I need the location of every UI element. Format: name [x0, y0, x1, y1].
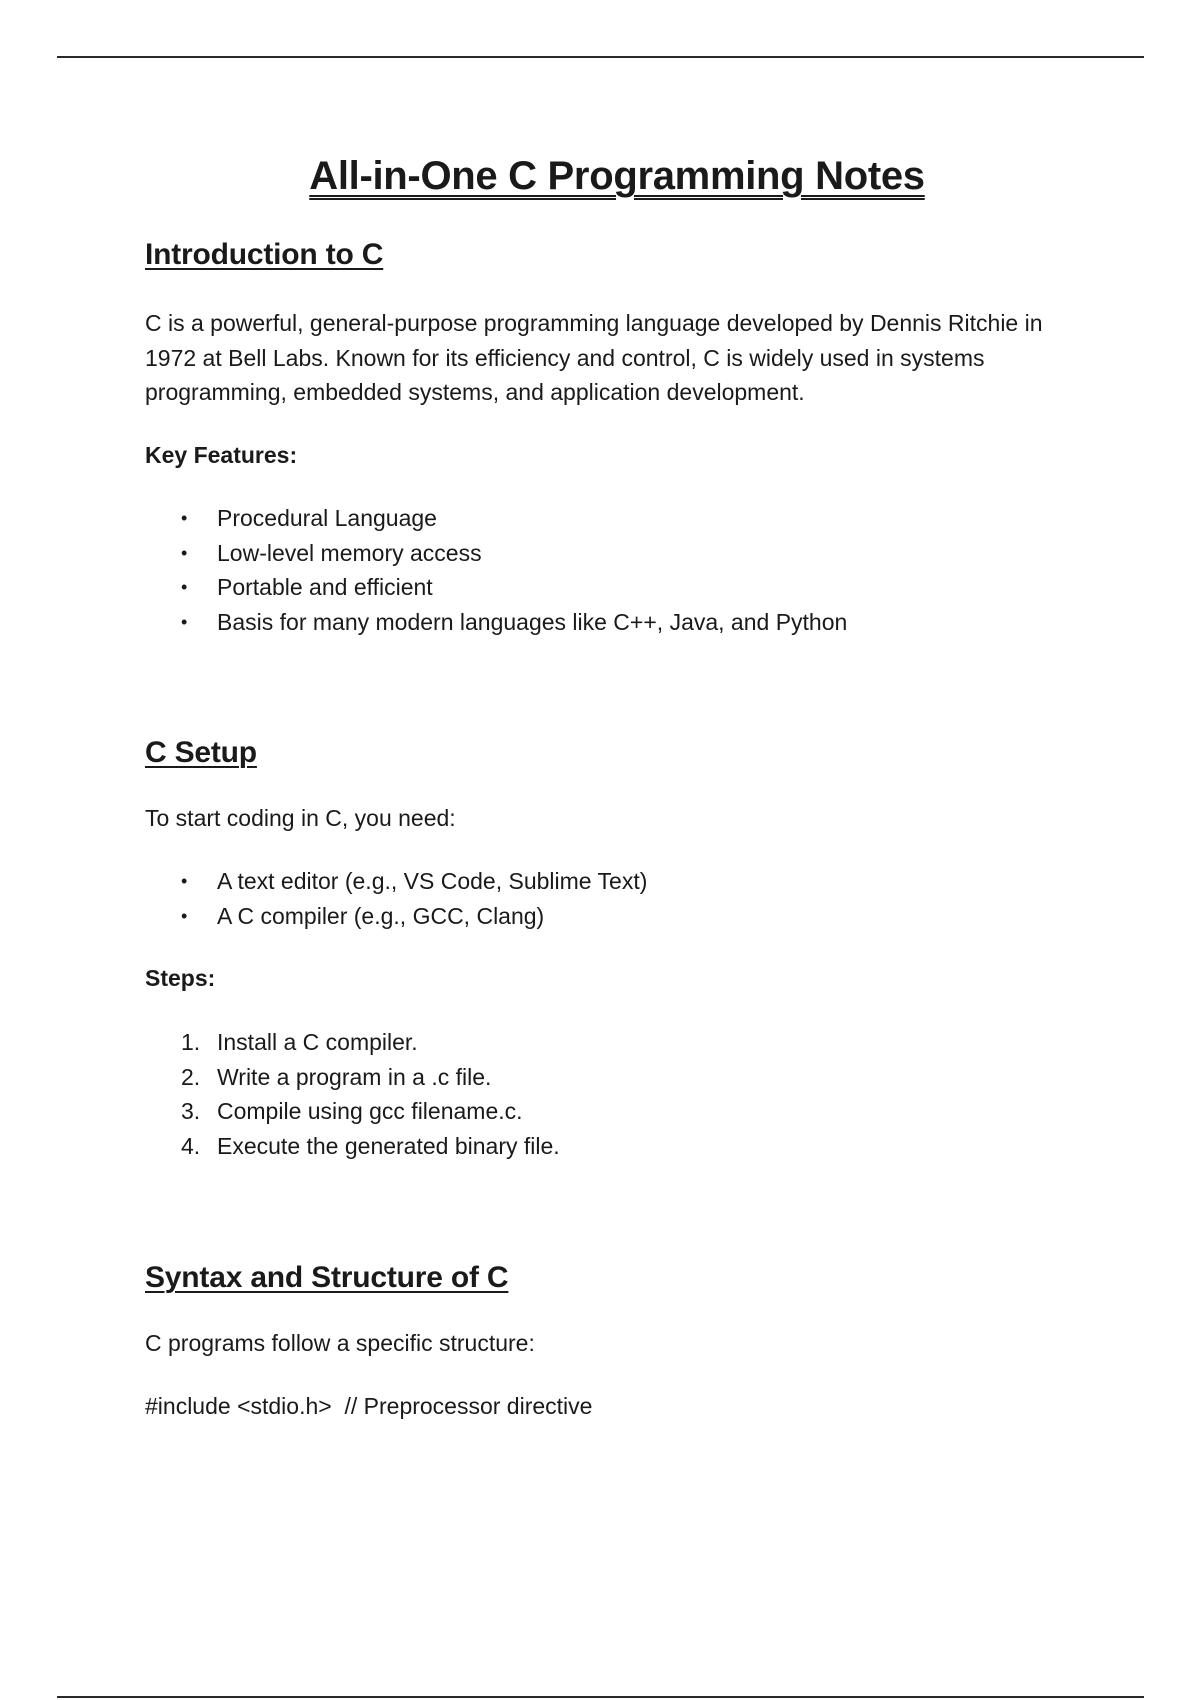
list-item: [145, 1060, 1045, 1095]
code-include-line: #include <stdio.h> // Preprocessor directive: [145, 1393, 593, 1419]
step-number: 3.: [181, 1098, 201, 1124]
bottom-rule: [57, 1696, 1144, 1698]
list-item: • Low-level memory access: [145, 536, 1045, 571]
steps-list: [145, 1025, 1045, 1163]
list-item: [145, 1094, 1045, 1129]
step-text: Write a program in a .c file.: [217, 1063, 492, 1090]
list-item: • Basis for many modern languages like C++, Java, and Python: [145, 605, 1045, 640]
document-title: All-in-One C Programming Notes: [309, 154, 925, 198]
step-text: Execute the generated binary file.: [217, 1132, 560, 1159]
heading-syntax-structure: Syntax and Structure of C: [145, 1261, 509, 1294]
heading-c-setup: C Setup: [145, 736, 257, 769]
list-item: [145, 1129, 1045, 1164]
key-features-list: [145, 501, 1045, 639]
intro-paragraph: C is a powerful, general-purpose programming language developed by Dennis Ritchie in 1972 at Bell Labs. Known for its efficiency and control, C is widely used in systems programming, embedded systems, and application development.: [145, 310, 1043, 405]
list-item: • Procedural Language: [145, 501, 1045, 536]
steps-label: Steps:: [145, 965, 216, 991]
list-item: • A text editor (e.g., VS Code, Sublime Text): [145, 864, 1045, 899]
setup-needs-list: [145, 864, 1045, 933]
list-item: • A C compiler (e.g., GCC, Clang): [145, 899, 1045, 934]
list-item: • Portable and efficient: [145, 570, 1045, 605]
step-number: 1.: [181, 1029, 201, 1055]
heading-introduction: Introduction to C: [145, 238, 384, 271]
setup-paragraph: To start coding in C, you need:: [145, 805, 456, 831]
step-number: 2.: [181, 1063, 201, 1090]
syntax-paragraph: C programs follow a specific structure:: [145, 1330, 535, 1356]
key-features-label: Key Features:: [145, 442, 298, 468]
step-text: Install a C compiler.: [217, 1029, 418, 1055]
top-rule: [57, 56, 1144, 58]
step-text: Compile using gcc filename.c.: [217, 1098, 523, 1124]
list-item: [145, 1025, 1045, 1060]
step-number: 4.: [181, 1132, 201, 1159]
